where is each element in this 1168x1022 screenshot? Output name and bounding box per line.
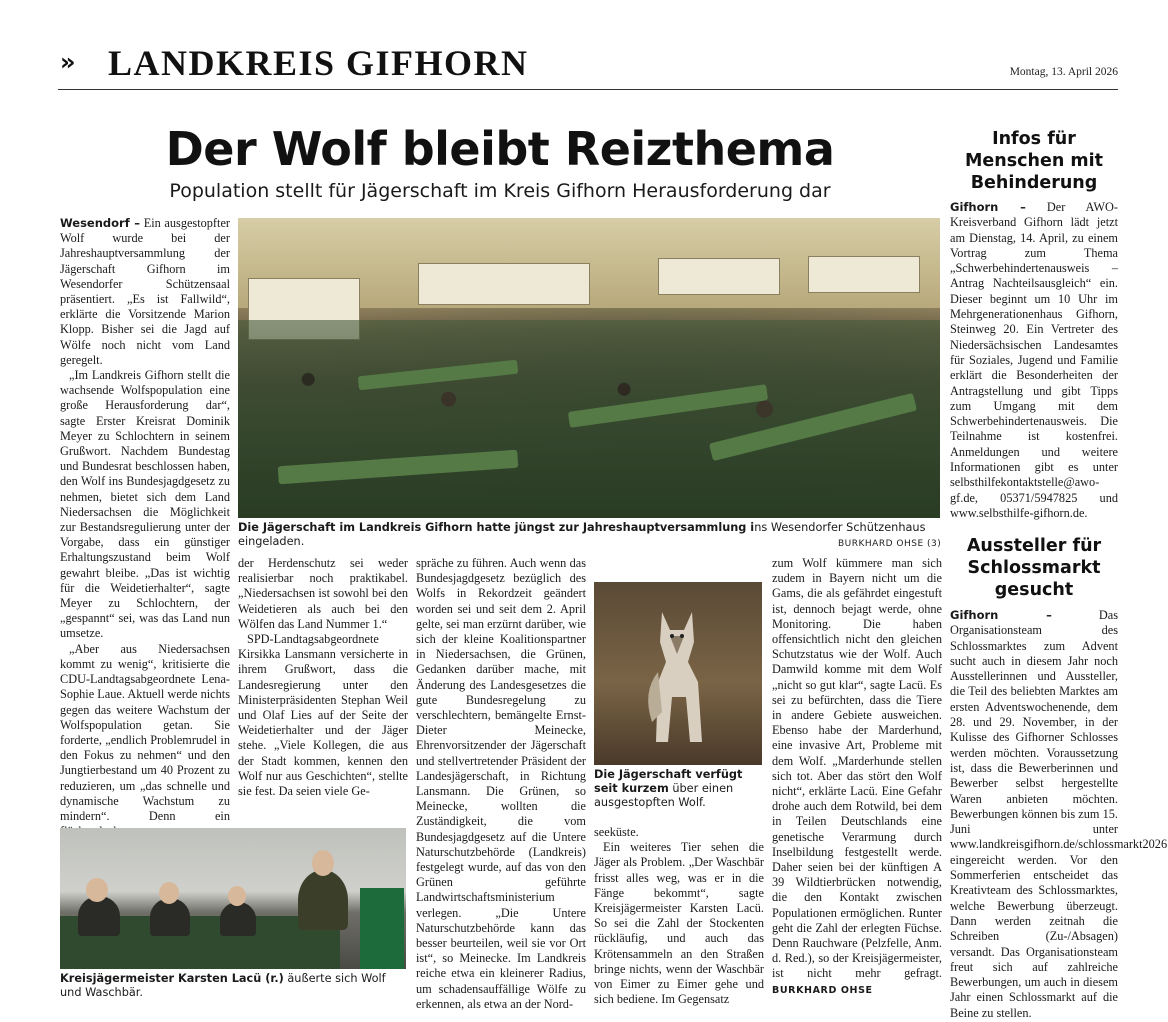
paragraph: zum Wolf kümmere man sich zudem in Bayern nicht um die Gams, die als gefährdet eingestuft ist, dennoch bejagt werde, ohne Monitoring. Die haben offensichtlich nicht den gleichen Schutzstatus wie der Wolf. Auch Damwild komme mit dem Wolf „nicht so gut klar“, sagte Lacü. Es sei zu befürchten, dass die Tiere in andere Gebiete ausweichen. Ebenso habe der Marderhund, eine invasive Art, Probleme mit dem Wolf. „Marderhunde stellen sich tot. Aber das stört den Wolf nicht“, erklärte Lacü. Eine Gefahr drohe auch dem Rotwild, bei dem in Teilen Deutschlands eine genetische Verarmung durch Inselbildung festgestellt werde. Daher seien bei der künftigen A 39 Wildtierbrücken notwendig, die den Kontakt zwischen Populationen ermöglichen. Runter geht die Zahl der erlegten Füchse. Denn Rauchware (Pelzfelle, Anm. d. Red.), so der Kreisjägermeister, ist nicht mehr gefragt. xyxy=(772,556,942,981)
paragraph: „Aber aus Niedersachsen kommt zu wenig“, kritisierte die CDU-Landtagsabgeordnete Lena-Sophie Laue. Aktuell werde nichts gegen das weitere Wachstum der Wolfspopulation getan. Sie forderte, „endlich Problemrudel in den Fokus zu nehmen“ und den Jungtierbestand um 40 Prozent zu reduzieren, um „das schnelle und dynamische Wachstum zu mindern“. Denn ein xyxy=(60,641,230,823)
caption-panel-photo: Kreisjägermeister Karsten Lacü (r.) äußerte sich Wolf und Waschbär. xyxy=(60,972,386,999)
wolf-icon xyxy=(622,602,732,752)
article-column-5 xyxy=(772,556,942,998)
header-rule xyxy=(58,89,1118,90)
article-dateline: Wesendorf – xyxy=(60,216,141,230)
caption-main-photo: Die Jägerschaft im Landkreis Gifhorn hatte jüngst zur Jahreshauptversammlung ins Wesendorfer Schützenhaus eingeladen. xyxy=(238,521,926,548)
sidebar-headline-2: Aussteller für Schlossmarkt gesucht xyxy=(966,536,1102,600)
sidebar-text-2: Gifhorn – Das Organisationsteam des Schlossmarktes zum Advent sucht auch in diesem Jahr noch Ausstellerinnen und Aussteller, die Teil des beliebten Marktes am ersten Adventswochenende, dem 28. und 29. November, in der Kulisse des Gifhorner Schlosses werden möchten. Voraussetzung ist, dass die Bewerberinnen und Bewerber selbst hergestellte Waren anbieten möchten. Bewerbungen können bis zum 15. Juni unter www.landkreisgifhorn.de/schlossmarkt2026 eingereicht werden. Vor den Sommerferien entscheidet das Kreativteam des Schlossmarktes, welche Bewerbung überzeugt. Dann werden zeitnah die Schreiben (Zu-/Absagen) versandt. Das Organisationsteam freut sich auf zahlreiche Bewerbungen, um auch in diesem Jahr einen Schlossmarkt auf die Beine zu stellen. xyxy=(950,608,1168,1020)
photo-stuffed-wolf xyxy=(594,582,762,765)
article-author: BURKHARD OHSE xyxy=(772,984,873,996)
section-chevron-icon: » xyxy=(60,48,76,76)
article-column-2 xyxy=(238,556,408,799)
paragraph: SPD-Landtagsabgeordnete Kirsikka Lansmann versicherte in ihrem Grußwort, dass die Landesregierung unter den Ministerpräsidenten Stephan Weil und Olaf Lies auf der Seite der Weidetierhalter und der Jäger stehe. „Viele Kollegen, die aus der Stadt kommen, kennen den Wolf nur aus Geschichten“, stellte sie fest. Da seien viele Ge- xyxy=(238,632,408,799)
paragraph: seeküste. xyxy=(594,825,639,839)
section-title: LANDKREIS GIFHORN xyxy=(108,43,529,83)
sidebar-headline-1: Infos für Menschen mit Behinderung xyxy=(964,129,1103,193)
paragraph: Ein ausgestopfter Wolf wurde bei der Jahreshauptversammlung der Jägerschaft Gifhorn im Wesendorfer Schützensaal präsentiert. „Es ist Fallwild“, erklärte die Vorsitzende Marion Klopp. Bisher sei die Jagd auf Wölfe noch nicht vom Land geregelt. xyxy=(60,216,230,367)
paragraph: Ein weiteres Tier sehen die Jäger als Problem. „Der Waschbär frisst alles weg, was er in die Fänge bekommt“, sagte Kreisjägermeister Karsten Lacü. So sei die Zahl der Stockenten rückläufig, und auch das Krötensammeln an den Straßen bringe nichts, wenn der Waschbär von Eimer zu Eimer gehe und sich bediene. Im Gegensatz xyxy=(594,840,764,1007)
article-column-3 xyxy=(416,556,586,1012)
photo-credit: BURKHARD OHSE (3) xyxy=(838,539,942,549)
article-headline: Der Wolf bleibt Reizthema xyxy=(165,122,835,176)
photo-panel-speakers xyxy=(60,828,406,969)
paragraph: „Im Landkreis Gifhorn stellt die wachsende Wolfspopulation eine große Herausforderung dar“, sagte Erster Kreisrat Dominik Meyer zu Schlochtern in seinem Grußwort. Nachdem Bundestag und Bundesrat beschlossen haben, den Wolf ins Bundesjagdgesetz zu nehmen, bietet sich dem Land Niedersachsen die Möglichkeit zur Bestandsregulierung unter der Vorgabe, dass ein günstiger Erhaltungszustand beim Wolf gewahrt bleibe. „Das ist wichtig für die Weidetierhalter“, sagte Meyer zu Schlochtern, der „gespannt“ sei, was das Land nun umsetze. xyxy=(60,368,230,641)
article-column-1 xyxy=(60,216,230,839)
caption-wolf-photo: Die Jägerschaft verfügt seit kurzem über einen ausgestopften Wolf. xyxy=(594,768,743,809)
issue-date: Montag, 13. April 2026 xyxy=(1009,66,1118,78)
paragraph: spräche zu führen. Auch wenn das Bundesjagdgesetz bezüglich des Wolfs in Rekordzeit geändert worden sei und seit dem 2. April gelte, sei man erzürnt darüber, wie sich der kleine Koalitionspartner in Niedersachsen, die Grünen, Gedanken darüber mache, mit Änderung des Landesgesetzes die gute Bundesregelung zu verschlechtern, bemängelte Ernst-Dieter Meinecke, Ehrenvorsitzender der Jägerschaft und stellvertretender Präsident der Landesjägerschaft, in Richtung Lansmann. Die Grünen, so Meinecke, wollten die Zuständigkeit, die vom Bundesjagdgesetz auf die Untere Naturschutzbehörde (Landkreis) festgelegt wurde, auf das von den Grünen geführte Landwirtschaftsministerium verlegen. „Die Untere Naturschutzbehörde kann das besser beurteilen, weil sie vor Ort ist“, so Meinecke. Im Landkreis reiche etwa ein kleinerer Radius, um schadensauffällige Wölfe zu erkennen, als etwa an der Nord- xyxy=(416,556,586,1011)
paragraph: der Herdenschutz sei weder realisierbar noch praktikabel. „Niedersachsen ist sowohl bei den Weidetieren als auch bei den Wölfen das Land Nummer 1.“ xyxy=(238,556,408,631)
article-subline: Population stellt für Jägerschaft im Kreis Gifhorn Herausforderung dar xyxy=(169,180,831,202)
photo-assembly-hall xyxy=(238,218,940,518)
sidebar-text-1: Gifhorn – Der AWO-Kreisverband Gifhorn lädt jetzt am Dienstag, 14. April, zu einem Vortrag zum Thema „Schwerbehindertenausweis – Antrag Nachteilsausgleich“ ein. Dieser beginnt um 10 Uhr im Mehrgenerationenhaus Gifhorn, Steinweg 20. Ein Vertreter des Niedersächsischen Landesamtes für Soziales, Jugend und Familie erklärt die Besonderheiten der Antragstellung und gibt Tipps zum Umgang mit dem Schwerbehindertenausweis. Die Teilnahme ist kostenfrei. Anmeldungen und weitere Informationen gibt es unter selbsthilfekontaktstelle@awo-gf.de, 05371/5947825 und www.selbsthilfe-gifhorn.de. xyxy=(950,200,1119,520)
article-column-4 xyxy=(594,825,764,1007)
